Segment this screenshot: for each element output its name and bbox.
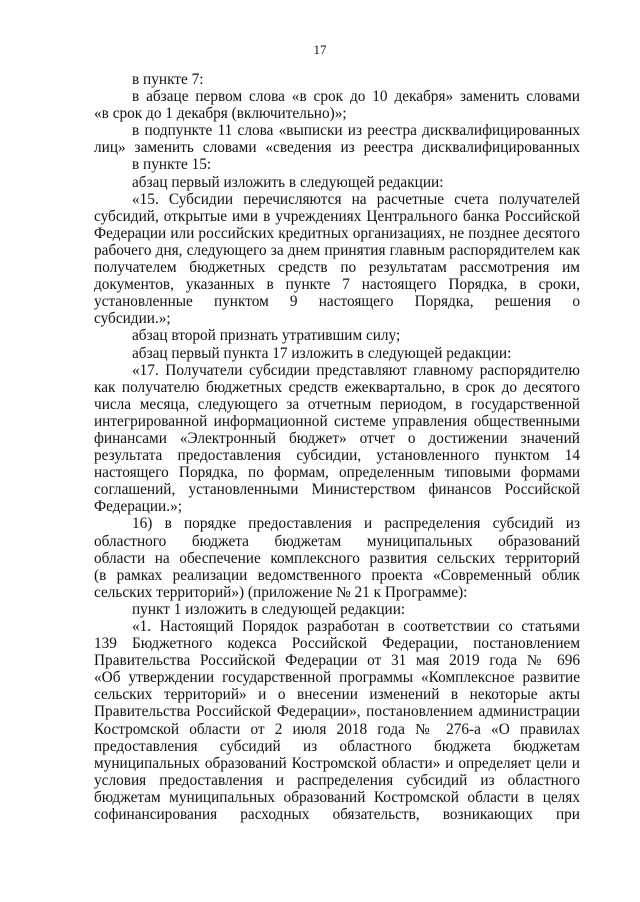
text-line: областного бюджета бюджетам муниципальных образований: [94, 532, 580, 550]
text-line: установленные пунктом 9 настоящего Порядка, решения о: [94, 293, 580, 311]
text-line: документов, указанных в пункте 7 настоящего Порядка, в сроки,: [94, 276, 580, 294]
text-line: «1. Настоящий Порядок разработан в соответствии со статьями: [132, 618, 580, 635]
text-line: в пункте 7:: [132, 71, 204, 88]
text-line: сельских территорий») (приложение № 21 к Программе):: [94, 583, 468, 601]
text-line: настоящего Порядка, по формам, определенным типовыми формами: [94, 464, 580, 482]
text-line: лиц» заменить словами «сведения из реестра дисквалифицированных: [94, 139, 580, 157]
text-line: 16) в порядке предоставления и распределения субсидий из: [132, 515, 580, 533]
text-line: субсидии.»;: [94, 310, 171, 328]
text-line: абзац второй признать утратившим силу;: [132, 327, 401, 345]
text-line: числа месяца, следующего за отчетным периодом, в государственной: [94, 395, 580, 413]
text-line: «в срок до 1 декабря (включительно)»;: [94, 105, 347, 123]
text-line: соглашений, установленными Министерством финансов Российской: [94, 481, 580, 499]
text-line: «15. Субсидии перечисляются на расчетные счета получателей: [132, 190, 580, 208]
text-line: получателем бюджетных средств по результатам рассмотрения им: [94, 259, 580, 277]
text-line: «17. Получатели субсидии представляют главному распорядителю: [132, 361, 580, 379]
text-line: интегрированной информационной системе управления общественными: [94, 412, 580, 430]
text-line: в подпункте 11 слова «выписки из реестра дисквалифицированных: [132, 122, 580, 140]
text-line: софинансирования расходных обязательств, возникающих при: [94, 806, 580, 824]
document-body: [94, 71, 580, 823]
text-line: Федерации или российских кредитных организациях, не позднее десятого: [94, 224, 580, 242]
text-line: Федерации.»;: [94, 498, 182, 516]
text-line: финансами «Электронный бюджет» отчет о достижении значений: [94, 429, 580, 447]
text-line: субсидий, открытые ими в учреждениях Центрального банка Российской: [94, 207, 580, 225]
text-line: результата предоставления субсидии, установленного пунктом 14: [94, 447, 580, 465]
text-line: 139 Бюджетного кодекса Российской Федерации, постановлением: [94, 635, 580, 653]
text-line: в абзаце первом слова «в срок до 10 декабря» заменить словами: [132, 88, 580, 106]
page-number: 17: [313, 42, 327, 57]
text-line: абзац первый изложить в следующей редакции:: [132, 173, 444, 191]
text-line: сельских территорий» и о внесении изменений в некоторые акты: [94, 686, 580, 704]
text-line: предоставления субсидий из областного бюджета бюджетам: [94, 737, 580, 755]
text-line: в пункте 15:: [132, 156, 212, 174]
text-line: Костромской области от 2 июля 2018 года № 276-а «О правилах: [94, 720, 580, 738]
text-line: пункт 1 изложить в следующей редакции:: [132, 600, 406, 618]
text-line: бюджетам муниципальных образований Костромской области в целях: [94, 788, 580, 806]
text-line: Правительства Российской Федерации от 31 мая 2019 года № 696: [94, 652, 580, 670]
text-line: условия предоставления и распределения субсидий из областного: [94, 771, 580, 789]
text-line: абзац первый пункта 17 изложить в следующей редакции:: [132, 344, 512, 362]
text-line: рабочего дня, следующего за днем принятия главным распорядителем как: [94, 241, 580, 259]
text-line: области на обеспечение комплексного развития сельских территорий: [94, 549, 580, 567]
text-line: муниципальных образований Костромской области» и определяет цели и: [94, 754, 580, 772]
text-line: (в рамках реализации ведомственного проекта «Современный облик: [94, 566, 580, 584]
text-line: как получателю бюджетных средств ежеквартально, в срок до десятого: [94, 378, 580, 396]
text-line: «Об утверждении государственной программы «Комплексное развитие: [94, 669, 580, 687]
text-line: Правительства Российской Федерации», постановлением администрации: [94, 703, 580, 721]
